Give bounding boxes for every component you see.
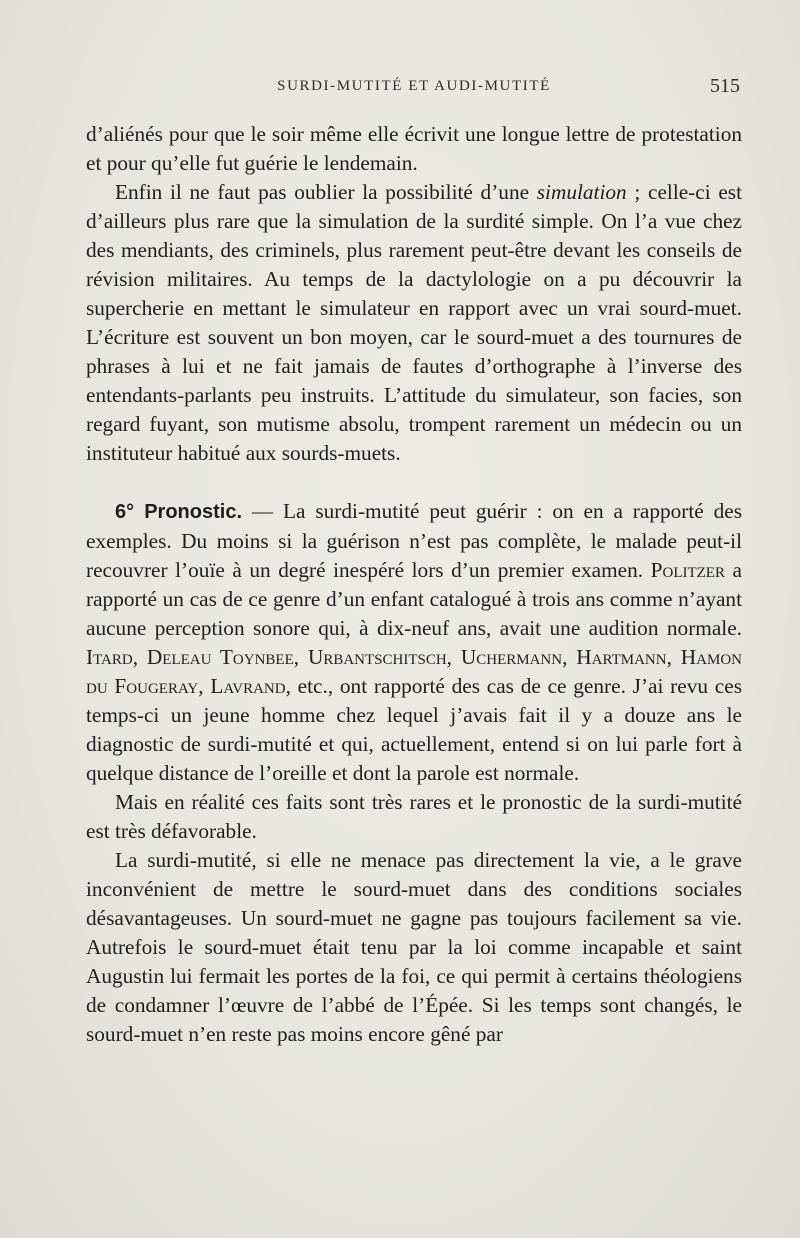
simulation-term: simulation (536, 180, 627, 204)
paragraph-pronostic-text-b: a rapporté un cas de ce genre d’un enfant catalogué à trois ans comme n’ayant aucune perception sonore qui, à dix-neuf ans, avait une audition normale. (86, 558, 742, 640)
paragraph-consequences: La surdi-mutité, si elle ne menace pas directement la vie, a le grave inconvénient de mettre le sourd-muet dans des conditions sociales désavantageuses. Un sourd-muet ne gagne pas toujours facilement sa vie. Autrefois le sourd-muet était tenu par la loi comme incapable et saint Augustin lui fermait les portes de la foi, ce qui permit à certains théologiens de condamner l’œuvre de l’abbé de l’Épée. Si les temps sont changés, le sourd-muet n’en reste pas moins encore gêné par (86, 848, 742, 1046)
paragraph-pronostic-text-c: , etc., ont rapporté des cas de ce genre. J’ai revu ces temps-ci un jeune homme chez lequel j’avais fait il y a douze ans le diagnostic de surdi-mutité et qui, actuellement, entend si on lui parle fort à quelque distance de l’oreille et dont la parole est normale. (86, 674, 742, 785)
paragraph-simulation-text-a: Enfin il ne faut pas oublier la possibilité d’une (115, 180, 537, 204)
paragraph-1: d’aliénés pour que le soir même elle écrivit une longue lettre de protestation et pour qu’elle fut guérie le lendemain. (86, 122, 742, 175)
paragraph-realite: Mais en réalité ces faits sont très rares et le pronostic de la surdi-mutité est très défavorable. (86, 790, 742, 843)
paragraph-pronostic-text-a: — La surdi-mutité peut guérir : on en a rapporté des exemples. Du moins si la guérison n’est pas complète, le malade peut-il recouvrer l’ouïe à un degré inespéré lors d’un premier examen. (86, 499, 742, 582)
paragraph-simulation (86, 178, 742, 468)
paragraph-simulation-text-b: ; celle-ci est d’ailleurs plus rare que la simulation de la surdité simple. On l’a vue chez des mendiants, des criminels, plus rarement peut-être devant les conseils de révision militaires. Au temps de la dactylologie on a pu découvrir la supercherie en mettant le simulateur en rapport avec un vrai sourd-muet. L’écriture est souvent un bon moyen, car le sourd-muet a des tournures de phrases à lui et ne fait jamais de fautes d’orthographe à l’inverse des entendants-parlants peu instruits. L’attitude du simulateur, son facies, son regard fuyant, son mutisme absolu, trompent rarement un médecin ou un instituteur habitué aux sourds-muets. (86, 180, 742, 465)
author-name-politzer: Politzer (650, 558, 725, 582)
paragraph-pronostic (86, 497, 742, 788)
section-title-pronostic: 6° Pronostic. (115, 501, 243, 523)
running-head: SURDI-MUTITÉ ET AUDI-MUTITÉ (277, 78, 551, 94)
page-number: 515 (710, 75, 740, 97)
page-body (86, 120, 742, 1049)
page-header (88, 75, 740, 102)
author-names-list: Itard, Deleau Toynbee, Urbantschitsch, Uchermann, Hartmann, Hamon du Fougeray, Lavrand (86, 645, 742, 698)
